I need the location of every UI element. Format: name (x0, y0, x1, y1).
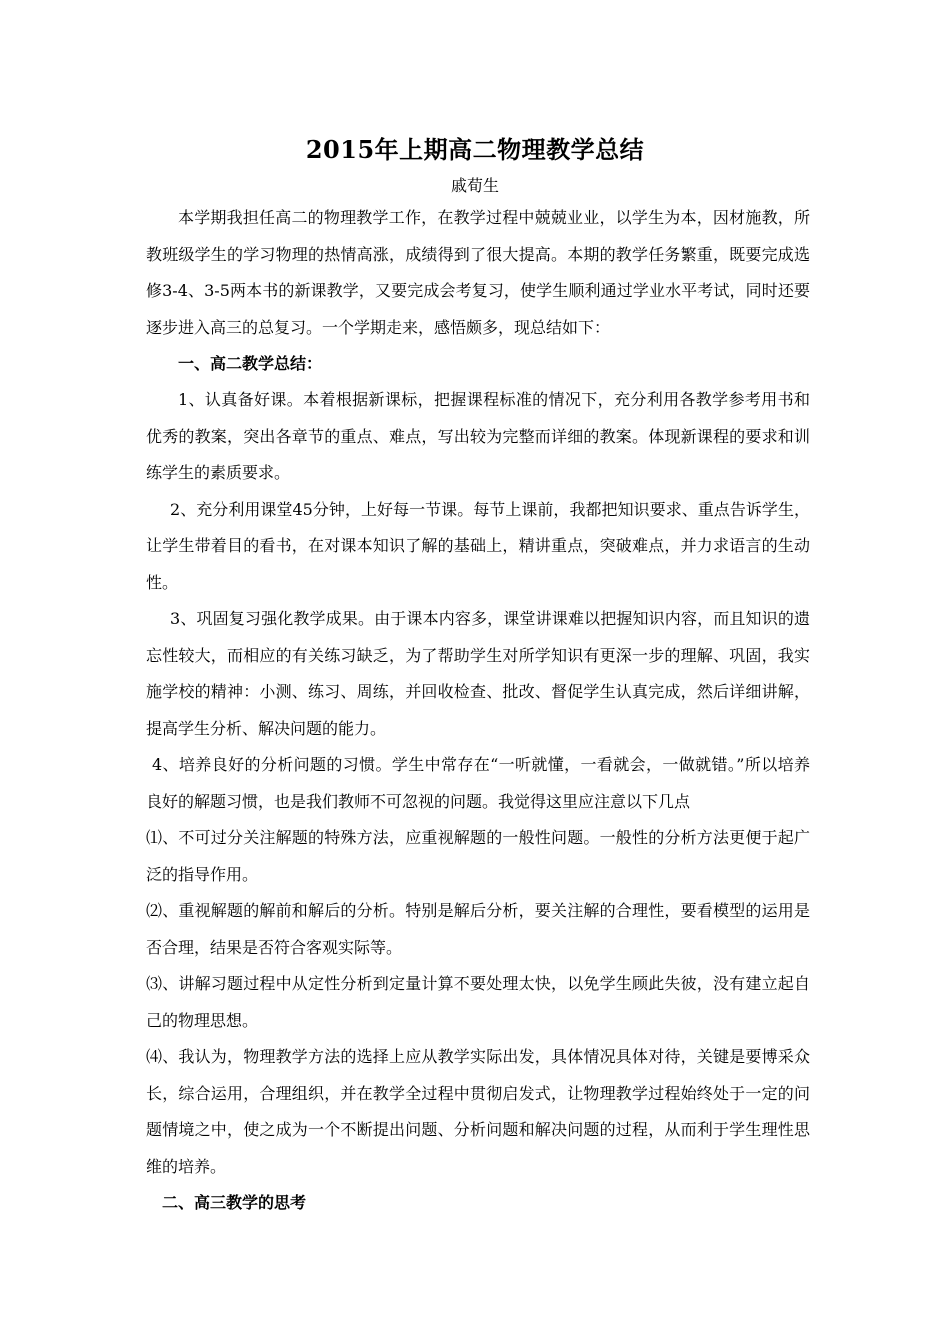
point-3: ⑶、讲解习题过程中从定性分析到定量计算不要处理太快，以免学生顾此失彼，没有建立起自己的物理思想。 (146, 974, 810, 1030)
section-heading-2: 二、高三教学的思考 (162, 1193, 307, 1212)
point-4: ⑷、我认为，物理教学方法的选择上应从教学实际出发，具体情况具体对待，关键是要博采众长，综合运用，合理组织，并在教学全过程中贯彻启发式，让物理教学过程始终处于一定的问题情境之中，使之成为一个不断提出问题、分析问题和解决问题的过程，从而利于学生理性思维的培养。 (146, 1047, 810, 1176)
point-1: ⑴、不可过分关注解题的特殊方法，应重视解题的一般性问题。一般性的分析方法更便于起广泛的指导作用。 (146, 828, 810, 884)
intro-paragraph: 本学期我担任高二的物理教学工作，在教学过程中兢兢业业，以学生为本，因材施教，所教班级学生的学习物理的热情高涨，成绩得到了很大提高。本期的教学任务繁重，既要完成选修3-4、3-5两本书的新课教学，又要完成会考复习，使学生顺利通过学业水平考试，同时还要逐步进入高三的总复习。一个学期走来，感悟颇多，现总结如下： (146, 208, 810, 337)
document-body (146, 200, 810, 1221)
section1-item-3: 3、巩固复习强化教学成果。由于课本内容多，课堂讲课难以把握知识内容，而且知识的遗忘性较大，而相应的有关练习缺乏，为了帮助学生对所学知识有更深一步的理解、巩固，我实施学校的精神：小测、练习、周练，并回收检查、批改、督促学生认真完成，然后详细讲解，提高学生分析、解决问题的能力。 (146, 609, 810, 738)
section1-item-4: 4、培养良好的分析问题的习惯。学生中常存在“一听就懂，一看就会，一做就错。”所以培养良好的解题习惯，也是我们教师不可忽视的问题。我觉得这里应注意以下几点 (146, 755, 810, 811)
point-2: ⑵、重视解题的解前和解后的分析。特别是解后分析，要关注解的合理性，要看模型的运用是否合理，结果是否符合客观实际等。 (146, 901, 810, 957)
author-name: 戚荀生 (450, 176, 499, 195)
section1-item-2: 2、充分利用课堂45分钟，上好每一节课。每节上课前，我都把知识要求、重点告诉学生，让学生带着目的看书，在对课本知识了解的基础上，精讲重点，突破难点，并力求语言的生动性。 (146, 499, 810, 592)
section-heading-1: 一、高二教学总结： (178, 354, 323, 373)
document-title: 2015年上期高二物理教学总结 (305, 135, 645, 164)
section1-item-1: 1、认真备好课。本着根据新课标，把握课程标准的情况下，充分利用各教学参考用书和优秀的教案，突出各章节的重点、难点，写出较为完整而详细的教案。体现新课程的要求和训练学生的素质要求。 (146, 390, 810, 482)
